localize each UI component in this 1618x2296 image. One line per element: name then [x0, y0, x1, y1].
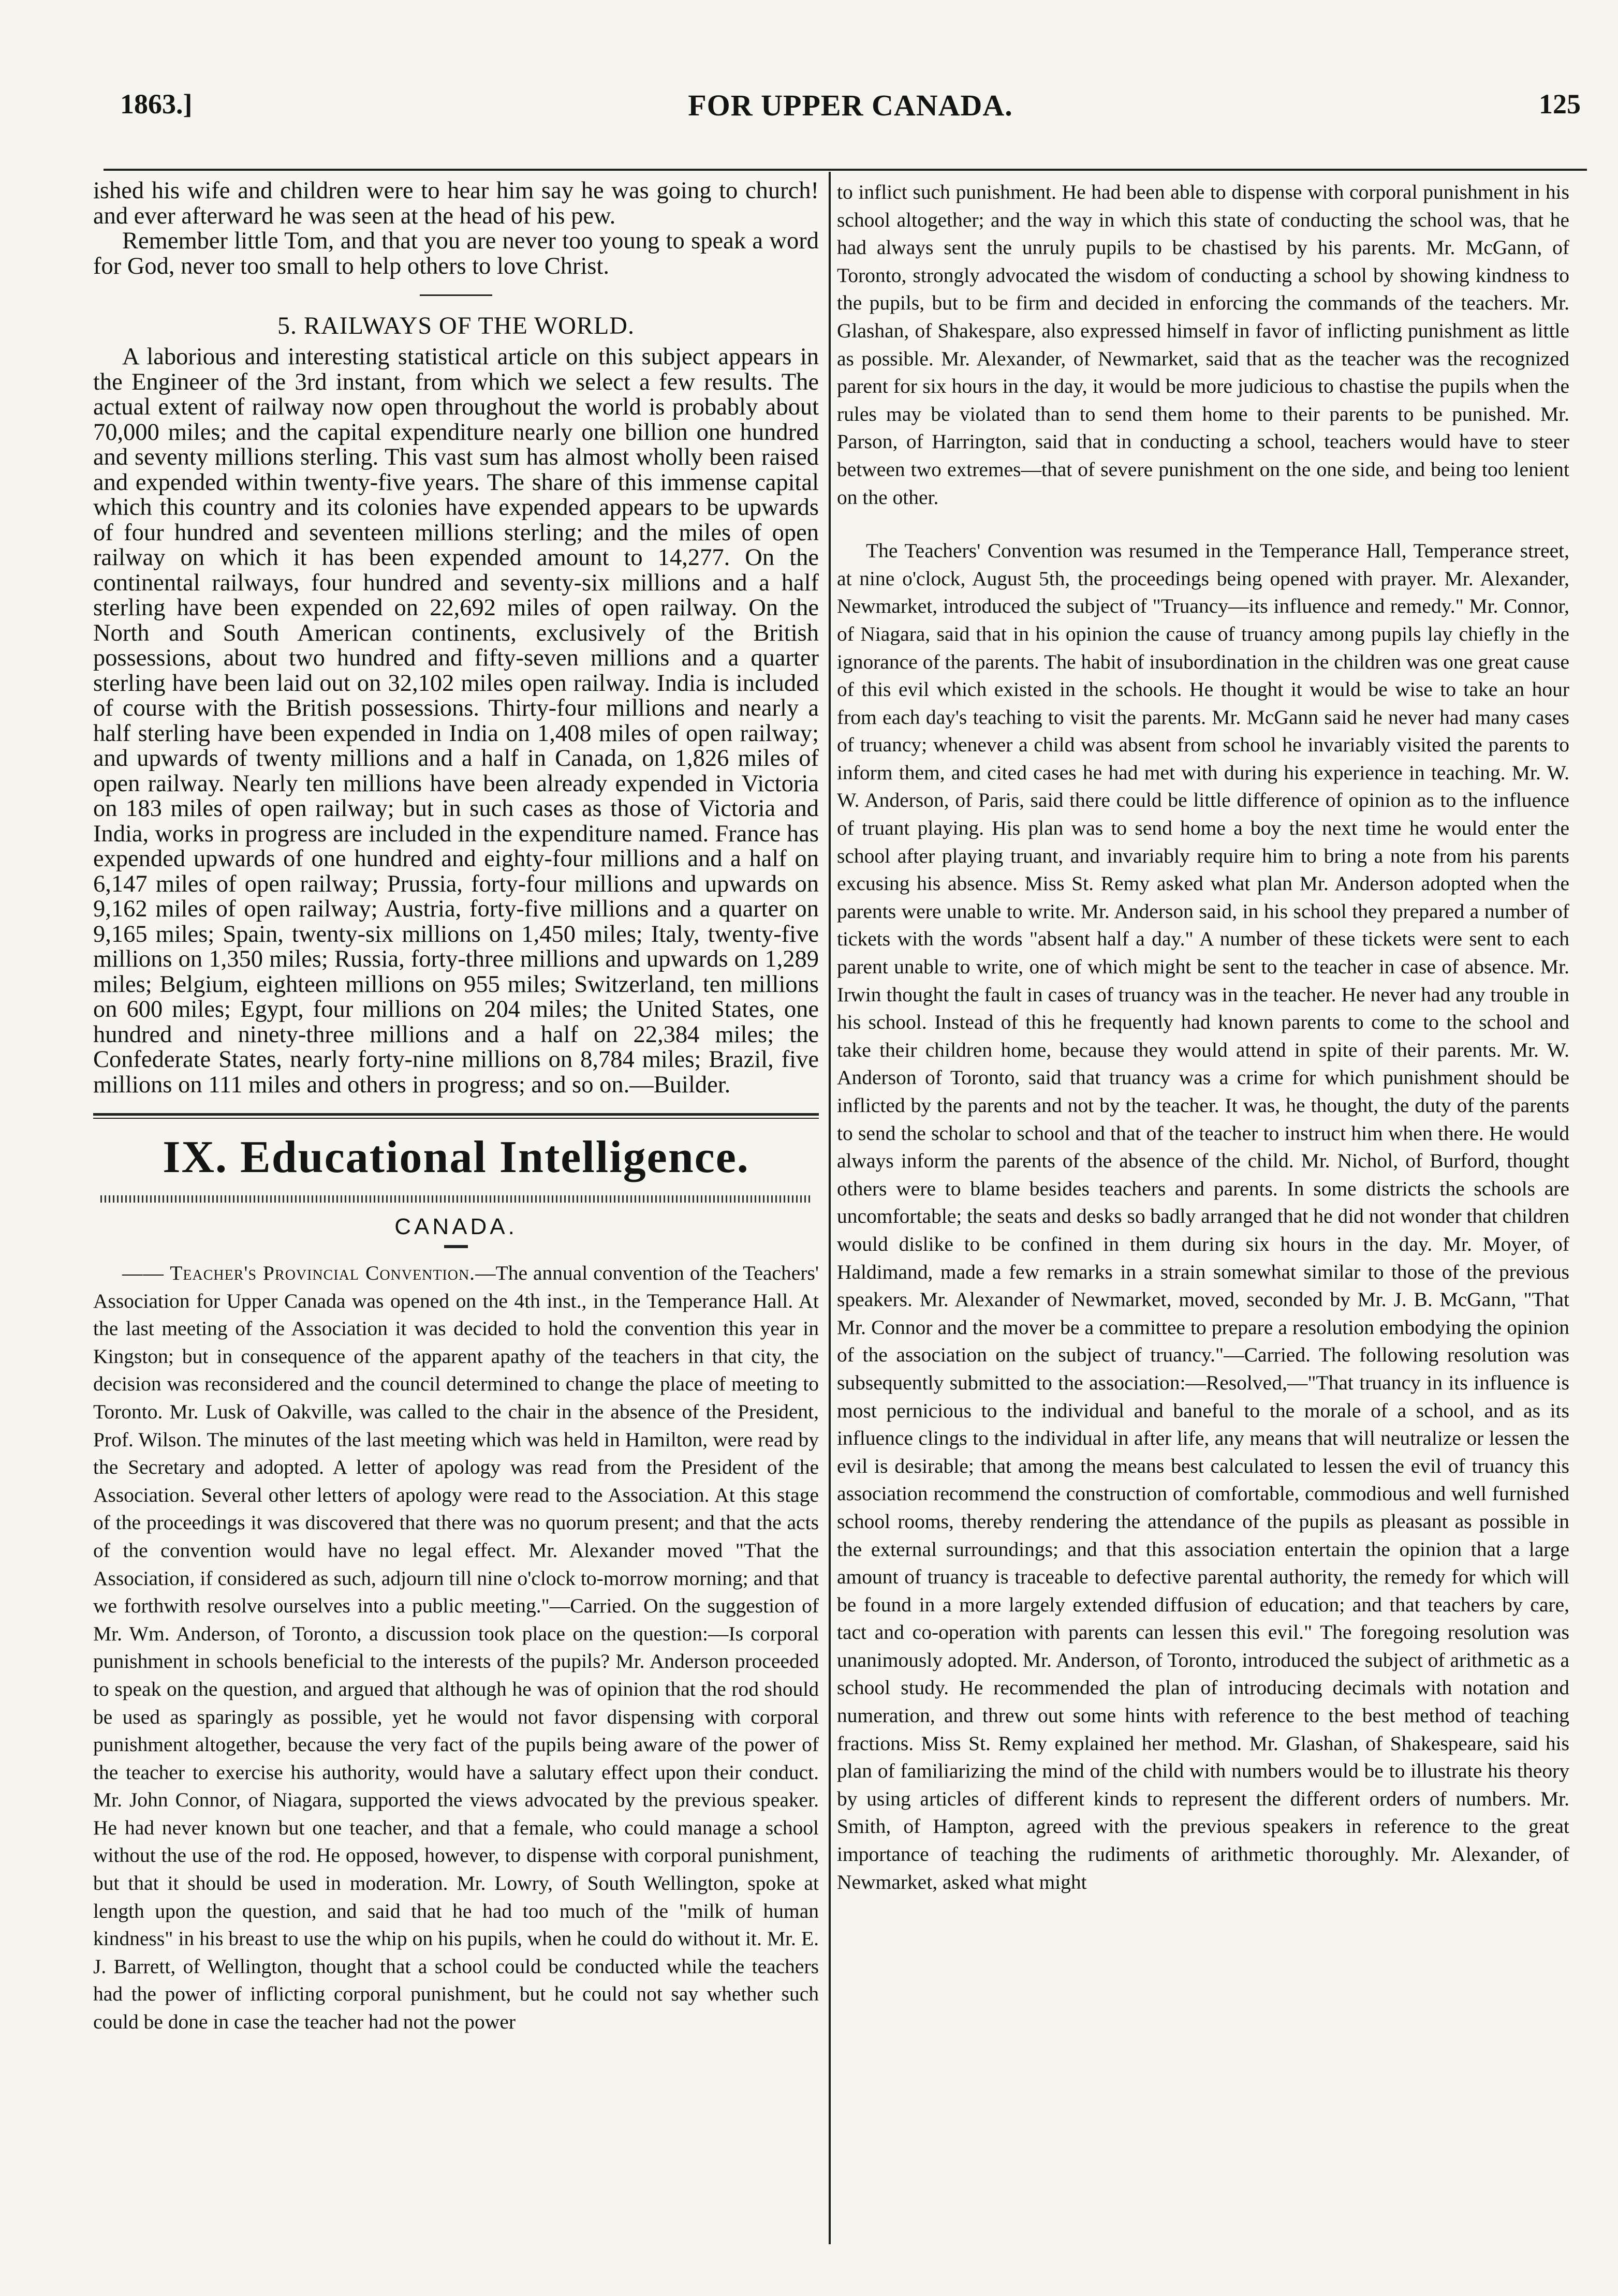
railways-paragraph: A laborious and interesting statistical article on this subject appears in the Engineer of the 3rd instant, from which we select a few results. The actual extent of railway now open throughout the world is probably about 70,000 miles; and the capital expenditure nearly one billion one hundred and seventy millions sterling. This vast sum has almost wholly been raised and expended within twenty-five years. The share of this immense capital which this country and its colonies have expended appears to be upwards of four hundred and seventeen millions sterling; and the miles of open railway on which it has been expended amount to 14,277. On the continental railways, four hundred and seventy-six millions and a half sterling have been expended on 22,692 miles of open railway. On the North and South American continents, exclusively of the British possessions, about two hundred and fifty-seven millions and a quarter sterling have been laid out on 32,102 miles open railway. India is included of course with the British possessions. Thirty-four millions and nearly a half sterling have been expended in India on 1,408 miles of open railway; and upwards of twenty millions and a half in Canada, on 1,826 miles of open railway. Nearly ten millions have been already expended in Victoria on 183 miles of open railway; but in such cases as those of Victoria and India, works in progress are included in the expenditure named. France has expended upwards of one hundred and eighty-four millions and a half on 6,147 miles of open railway; Prussia, forty-four millions and upwards on 9,162 miles of open railway; Austria, forty-five millions and a quarter on 9,165 miles; Spain, twenty-six millions on 1,450 miles; Italy, twenty-five millions on 1,350 miles; Russia, forty-three millions and upwards on 1,289 miles; Belgium, eighteen millions on 955 miles; Switzerland, ten millions on 600 miles; Egypt, four millions on 204 miles; the United States, one hundred and ninety-three millions and a half on 22,384 miles; the Confederate States, nearly forty-nine millions on 8,784 miles; Brazil, five millions on 111 miles and others in progress; and so on.—Builder. [93, 344, 819, 1098]
ornamental-wavy-rule [100, 1195, 812, 1203]
teachers-convention-paragraph [93, 1260, 819, 2036]
story-ending-paragraph: ished his wife and children were to hear him say he was going to church! and ever afterward he was seen at the head of his pew. [93, 179, 819, 229]
teachers-convention-lead: —— Teacher's Provincial Convention. [122, 1262, 476, 1284]
page-number: 125 [1539, 88, 1581, 120]
section-rule-thin [93, 1118, 819, 1119]
header-year: 1863.] [120, 88, 193, 120]
educational-intelligence-heading: IX. Educational Intelligence. [163, 1132, 749, 1182]
railways-heading: 5. RAILWAYS OF THE WORLD. [277, 312, 635, 339]
header-rule [104, 169, 1587, 171]
paragraph-gap [837, 511, 1569, 537]
section-rule-thick [93, 1113, 819, 1116]
subheading-rule [444, 1245, 468, 1248]
left-column [93, 179, 819, 2243]
truancy-paragraph: The Teachers' Convention was resumed in the Temperance Hall, Temperance street, at nine o'clock, August 5th, the proceedings being opened with prayer. Mr. Alexander, Newmarket, introduced the subject of "Truancy—its influence and remedy." Mr. Connor, of Niagara, said that in his opinion the cause of truancy among pupils lay chiefly in the ignorance of the parents. The habit of insubordination in the children was one great cause of this evil which existed in the schools. He thought it would be wise to take an hour from each day's teaching to visit the parents. Mr. McGann said he never had many cases of truancy; whenever a child was absent from school he invariably visited the parents to inform them, and cited cases he had met with during his experience in teaching. Mr. W. W. Anderson, of Paris, said there could be little difference of opinion as to the influence of truant playing. His plan was to send home a boy the next time he would enter the school after playing truant, and invariably require him to bring a note from his parents excusing his absence. Miss St. Remy asked what plan Mr. Anderson adopted when the parents were unable to write. Mr. Anderson said, in his school they prepared a number of tickets with the words "absent half a day." A number of these tickets were sent to each parent unable to write, one of which might be sent to the teacher in case of absence. Mr. Irwin thought the fault in cases of truancy was in the teacher. He never had any trouble in his school. Instead of this he frequently had known parents to come to the school and take their children home, because they would attend in spite of their parents. Mr. W. Anderson of Toronto, said that truancy was a crime for which punishment should be inflicted by the parents and not by the teacher. It was, he thought, the duty of the parents to send the scholar to school and that of the teacher to instruct him when there. He would always inform the parents of the absence of the child. Mr. Nichol, of Burford, thought others were to blame besides teachers and parents. In some districts the schools are uncomfortable; the seats and desks so badly arranged that he did not wonder that children would dislike to be confined in them during six hours in the day. Mr. Moyer, of Haldimand, made a few remarks in a strain somewhat similar to those of the previous speakers. Mr. Alexander of Newmarket, moved, seconded by Mr. J. B. McGann, "That Mr. Connor and the mover be a committee to prepare a resolution embodying the opinion of the association on the subject of truancy."—Carried. The following resolution was subsequently submitted to the association:—Resolved,—"That truancy in its influence is most pernicious to the individual and baneful to the morale of a school, and as its influence clings to the individual in after life, any means that will neutralize or lessen the evil is desirable; that among the means best calculated to lessen the evil of truancy this association recommend the construction of comfortable, commodious and well furnished school rooms, thereby rendering the attendance of the pupils as pleasant as possible in the external surroundings; and that this association entertain the opinion that a large amount of truancy is traceable to defective parental authority, the remedy for which will be found in a more largely extended diffusion of education; and that teachers by care, tact and co-operation with parents can lessen this evil." The foregoing resolution was unanimously adopted. Mr. Anderson, of Toronto, introduced the subject of arithmetic as a school study. He recommended the plan of introducing decimals with notation and numeration, and threw out some hints with reference to the best method of teaching fractions. Miss St. Remy explained her method. Mr. Glashan, of Shakespeare, said his plan of familiarizing the mind of the child with numbers would be to illustrate his theory by using articles of different kinds to represent the different orders of numbers. Mr. Smith, of Hampton, agreed with the previous speakers in reference to the great importance of teaching the rudiments of arithmetic thoroughly. Mr. Alexander, of Newmarket, asked what might [837, 539, 1569, 1893]
right-column [837, 179, 1569, 2243]
column-divider [829, 172, 831, 2244]
running-header [120, 88, 1581, 135]
story-moral-paragraph: Remember little Tom, and that you are never too young to speak a word for God, never too small to help others to love Christ. [93, 228, 819, 279]
corporal-punishment-continuation: to inflict such punishment. He had been able to dispense with corporal punishment in his school altogether; and the way in which this state of conducting the school was, that he had always sent the unruly pupils to be chastised by his parents. Mr. McGann, of Toronto, strongly advocated the wisdom of conducting a school by showing kindness to the pupils, but to be firm and decided in enforcing the commands of the teachers. Mr. Glashan, of Shakespare, also expressed himself in favor of inflicting punishment as little as possible. Mr. Alexander, of Newmarket, said that as the teacher was the recognized parent for six hours in the day, it would be more judicious to chastise the pupils when the rules may be violated than to send them home to their parents to be punished. Mr. Parson, of Harrington, said that in conducting a school, teachers would have to steer between two extremes—that of severe punishment on the one side, and being too lenient on the other. [837, 181, 1569, 509]
teachers-convention-text: —The annual convention of the Teachers' Association for Upper Canada was opened on the 4th inst., in the Temperance Hall. At the last meeting of the Association it was decided to hold the convention this year in Kingston; but in consequence of the apparent apathy of the teachers in that city, the decision was reconsidered and the council determined to change the place of meeting to Toronto. Mr. Lusk of Oakville, was called to the chair in the absence of the President, Prof. Wilson. The minutes of the last meeting which was held in Hamilton, were read by the Secretary and adopted. A letter of apology was read from the President of the Association. Several other letters of apology were read to the Association. At this stage of the proceedings it was discovered that there was no quorum present; and that the acts of the convention would have no legal effect. Mr. Alexander moved "That the Association, if considered as such, adjourn till nine o'clock to-morrow morning; and that we forthwith resolve ourselves into a public meeting."—Carried. On the suggestion of Mr. Wm. Anderson, of Toronto, a discussion took place on the question:—Is corporal punishment in schools beneficial to the interests of the pupils? Mr. Anderson proceeded to speak on the question, and argued that although he was of opinion that the rod should be used as sparingly as possible, yet he would not favor dispensing with corporal punishment altogether, because the very fact of the pupils being aware of the power of the teacher to exercise his authority, would have a salutary effect upon their conduct. Mr. John Connor, of Niagara, supported the views advocated by the previous speaker. He had never known but one teacher, and that a female, who could manage a school without the use of the rod. He opposed, however, to dispense with corporal punishment, but that it should be used in moderation. Mr. Lowry, of South Wellington, spoke at length upon the question, and said that he had too much of the "milk of human kindness" in his breast to use the whip on his pupils, when he could do without it. Mr. E. J. Barrett, of Wellington, thought that a school could be conducted while the teachers had the power of inflicting corporal punishment, but he could not say whether such could be done in case the teacher had not the power [93, 1262, 819, 2034]
section-separator [420, 294, 492, 296]
canada-subheading: CANADA. [394, 1214, 518, 1239]
header-title: FOR UPPER CANADA. [688, 88, 1013, 122]
